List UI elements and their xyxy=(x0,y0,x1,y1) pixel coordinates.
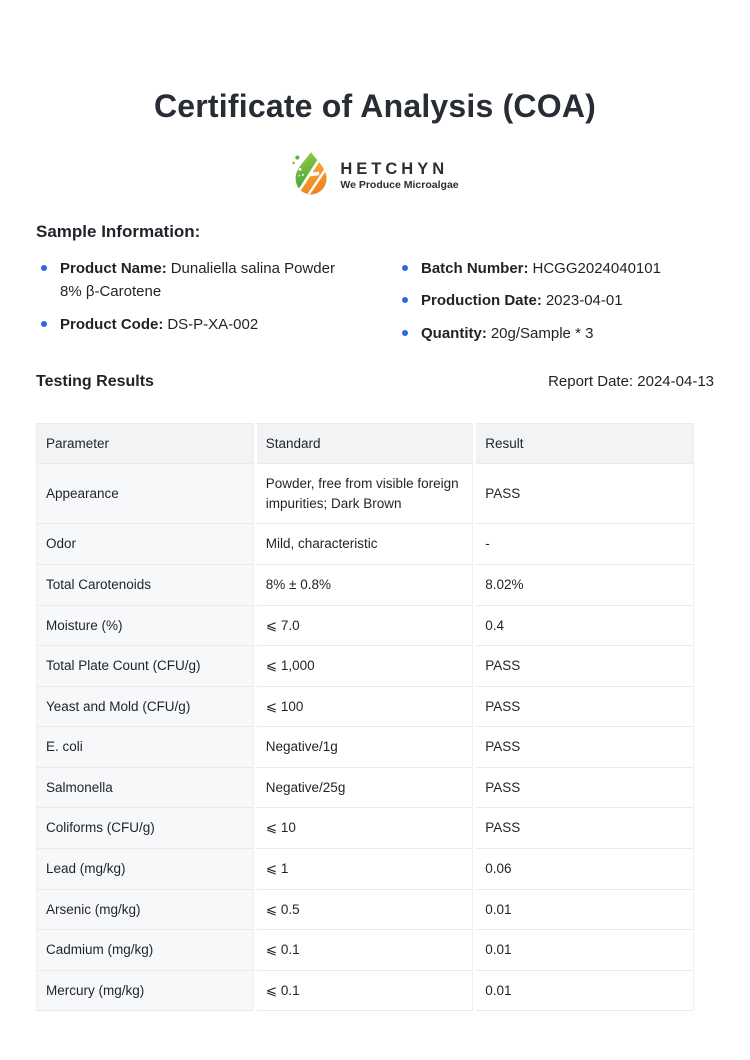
info-value: Dunaliella salina Powder 8% β-Carotene xyxy=(60,260,335,301)
bullet-icon xyxy=(402,330,408,336)
bullet-icon xyxy=(41,265,47,271)
standard-cell: ⩽ 1 xyxy=(257,849,473,890)
standard-cell: Negative/25g xyxy=(257,768,473,809)
result-cell: PASS xyxy=(476,727,694,768)
standard-cell: Negative/1g xyxy=(257,727,473,768)
table-row xyxy=(36,464,694,524)
standard-cell: Mild, characteristic xyxy=(257,524,473,565)
info-value: HCGG2024040101 xyxy=(532,260,661,277)
table-row xyxy=(36,524,694,565)
list-item xyxy=(36,257,375,304)
logo-wordmark: HETCHYN xyxy=(340,159,449,178)
param-cell: Mercury (mg/kg) xyxy=(36,971,254,1012)
coa-document xyxy=(0,88,750,1060)
result-cell: PASS xyxy=(476,464,694,524)
column-header-standard: Standard xyxy=(257,423,473,465)
standard-cell: ⩽ 1,000 xyxy=(257,646,473,687)
table-row xyxy=(36,890,694,931)
param-cell: Arsenic (mg/kg) xyxy=(36,890,254,931)
param-cell: Total Carotenoids xyxy=(36,565,254,606)
result-cell: PASS xyxy=(476,768,694,809)
table-row xyxy=(36,687,694,728)
standard-cell: Powder, free from visible foreign impurities; Dark Brown xyxy=(257,464,473,524)
result-cell: 0.01 xyxy=(476,930,694,971)
table-row xyxy=(36,606,694,647)
param-cell: Odor xyxy=(36,524,254,565)
info-value: 20g/Sample * 3 xyxy=(490,324,594,342)
info-label: Quantity: xyxy=(421,324,487,342)
param-cell: Yeast and Mold (CFU/g) xyxy=(36,687,254,728)
param-cell: Cadmium (mg/kg) xyxy=(36,930,254,971)
param-cell: Moisture (%) xyxy=(36,606,254,647)
result-cell: PASS xyxy=(476,687,694,728)
bullet-icon xyxy=(402,297,408,303)
testing-results-header-row xyxy=(36,373,714,391)
standard-cell: ⩽ 0.1 xyxy=(257,930,473,971)
column-header-parameter: Parameter xyxy=(36,423,254,465)
page-title: Certificate of Analysis (COA) xyxy=(153,88,597,124)
result-cell: PASS xyxy=(476,646,694,687)
logo-tagline: We Produce Microalgae xyxy=(340,178,459,191)
param-cell: Total Plate Count (CFU/g) xyxy=(36,646,254,687)
report-date: Report Date: 2024-04-13 xyxy=(548,372,714,390)
table-row xyxy=(36,971,694,1012)
result-cell: 0.4 xyxy=(476,606,694,647)
info-label: Product Name: xyxy=(60,260,167,277)
standard-cell: ⩽ 0.5 xyxy=(257,890,473,931)
list-item xyxy=(36,313,375,336)
param-cell: Coliforms (CFU/g) xyxy=(36,808,254,849)
standard-cell: ⩽ 100 xyxy=(257,687,473,728)
result-cell: 0.01 xyxy=(476,971,694,1012)
column-header-result: Result xyxy=(476,423,694,465)
result-cell: - xyxy=(476,524,694,565)
table-row xyxy=(36,727,694,768)
info-value: 2023-04-01 xyxy=(545,292,623,310)
result-cell: 0.06 xyxy=(476,849,694,890)
info-column-right xyxy=(375,257,714,354)
table-row xyxy=(36,646,694,687)
list-item xyxy=(397,322,714,345)
info-label: Product Code: xyxy=(60,315,164,333)
table-row xyxy=(36,849,694,890)
company-logo xyxy=(36,150,714,201)
result-cell: PASS xyxy=(476,808,694,849)
standard-cell: ⩽ 7.0 xyxy=(257,606,473,647)
param-cell: Appearance xyxy=(36,464,254,524)
info-label: Production Date: xyxy=(421,292,542,310)
info-column-left xyxy=(36,257,375,354)
param-cell: Lead (mg/kg) xyxy=(36,849,254,890)
result-cell: 0.01 xyxy=(476,890,694,931)
standard-cell: 8% ± 0.8% xyxy=(257,565,473,606)
testing-results-heading: Testing Results xyxy=(36,372,154,390)
sample-information-heading: Sample Information: xyxy=(36,222,201,241)
testing-results-table xyxy=(33,423,697,1011)
table-row xyxy=(36,930,694,971)
table-row xyxy=(36,808,694,849)
bullet-icon xyxy=(402,265,408,271)
sample-information-list xyxy=(36,257,714,354)
table-row xyxy=(36,768,694,809)
param-cell: E. coli xyxy=(36,727,254,768)
list-item xyxy=(397,289,714,312)
bullet-icon xyxy=(41,321,47,327)
result-cell: 8.02% xyxy=(476,565,694,606)
table-row xyxy=(36,565,694,606)
param-cell: Salmonella xyxy=(36,768,254,809)
standard-cell: ⩽ 10 xyxy=(257,808,473,849)
info-value: DS-P-XA-002 xyxy=(167,315,259,333)
standard-cell: ⩽ 0.1 xyxy=(257,971,473,1012)
hetchyn-drop-logo-icon xyxy=(291,150,331,201)
list-item xyxy=(397,257,714,280)
info-label: Batch Number: xyxy=(421,260,529,277)
table-header-row xyxy=(36,423,694,465)
